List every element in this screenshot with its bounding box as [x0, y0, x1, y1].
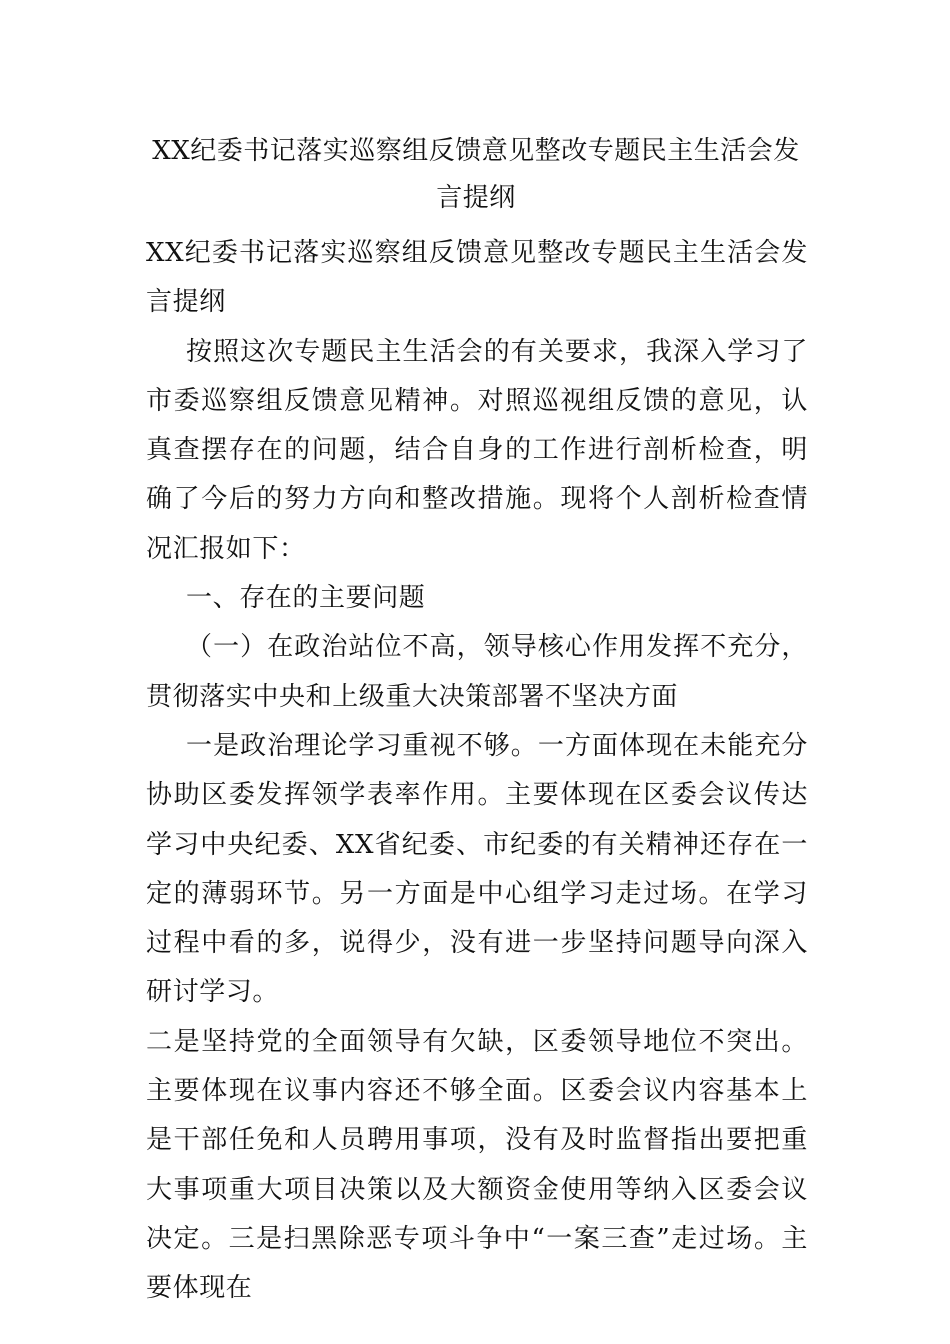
paragraph-point-two: 二是坚持党的全面领导有欠缺，区委领导地位不突出。主要体现在议事内容还不够全面。区委会议内容基本上是干部任免和人员聘用事项，没有及时监督指出要把重大事项重大项目决策以及大额资金使用等纳入区委会议决定。三是扫黑除恶专项斗争中“一案三查”走过场。主要体现在	[146, 1026, 808, 1304]
section-heading: 一、存在的主要问题	[186, 583, 426, 614]
document-body	[146, 229, 808, 1314]
document-title: XX纪委书记落实巡察组反馈意见整改专题民主生活会发言提纲	[152, 136, 800, 213]
paragraph-intro: 按照这次专题民主生活会的有关要求，我深入学习了市委巡察组反馈意见精神。对照巡视组反馈的意见，认真查摆存在的问题，结合自身的工作进行剖析检查，明确了今后的努力方向和整改措施。现将个人剖析检查情况汇报如下：	[146, 336, 808, 564]
paragraph-point-one: 一是政治理论学习重视不够。一方面体现在未能充分协助区委发挥领学表率作用。主要体现在区委会议传达学习中央纪委、XX省纪委、市纪委的有关精神还存在一定的薄弱环节。另一方面是中心组学习走过场。在学习过程中看的多，说得少，没有进一步坚持问题导向深入研讨学习。	[146, 730, 808, 1008]
subsection-heading: （一）在政治站位不高，领导核心作用发挥不充分，贯彻落实中央和上级重大决策部署不坚决方面	[146, 632, 808, 712]
document-subtitle: XX纪委书记落实巡察组反馈意见整改专题民主生活会发言提纲	[146, 238, 808, 318]
